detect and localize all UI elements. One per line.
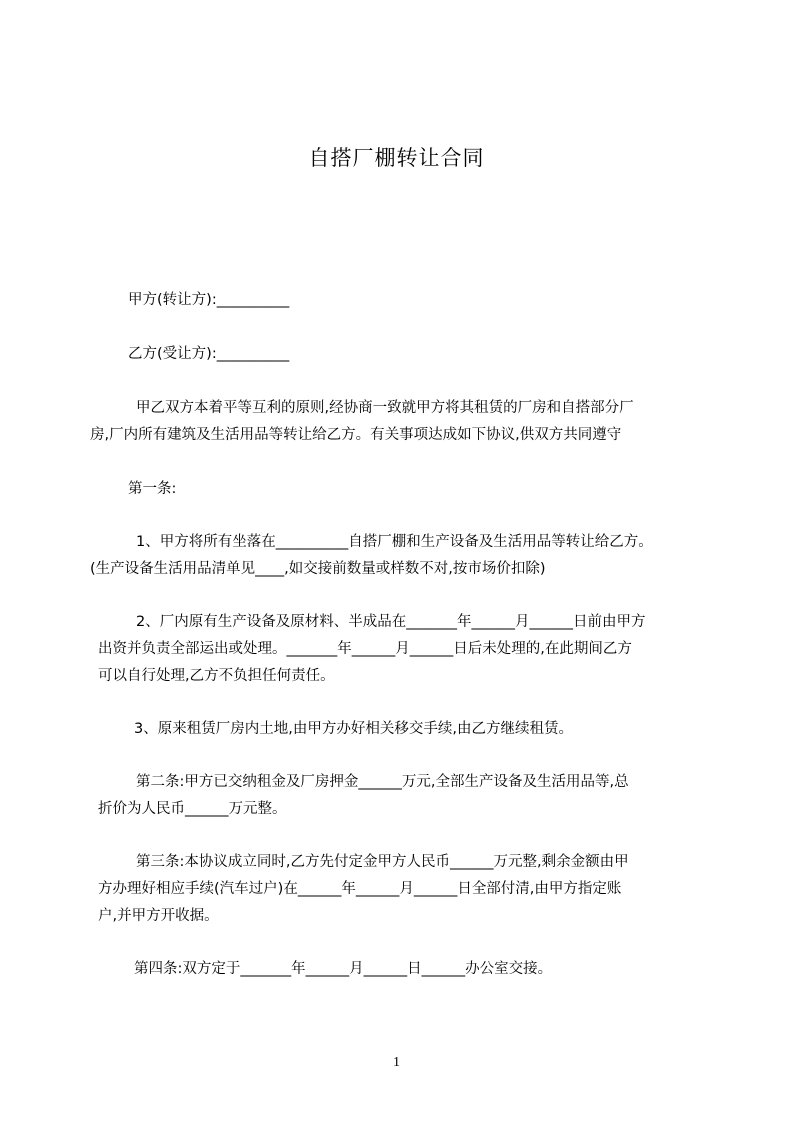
item-2-line-1: 2、厂内原有生产设备及原材料、半成品在_______年______月______日前由甲方	[136, 614, 646, 630]
article-3-line-2: 方办理好相应手续(汽车过户)在______年______月______日全部付清,由甲方指定账	[98, 881, 622, 897]
intro-paragraph	[90, 395, 700, 449]
article-3-line-1: 第三条:本协议成立同时,乙方先付定金甲方人民币______万元整,剩余金额由甲	[136, 854, 629, 870]
item-2-line-2: 出资并负责全部运出或处理。_______年______月______日后未处理的,在此期间乙方	[98, 641, 632, 657]
item-3-line: 3、原来租赁厂房内土地,由甲方办好相关移交手续,由乙方继续租赁。	[134, 721, 573, 737]
article-2-line-2: 折价为人民币______万元整。	[98, 801, 287, 817]
item-2-paragraph	[98, 609, 700, 690]
document-title: 自搭厂棚转让合同	[308, 146, 485, 170]
article-3-paragraph	[98, 849, 700, 930]
article-2-line-1: 第二条:甲方已交纳租金及厂房押金______万元,全部生产设备及生活用品等,总	[136, 774, 629, 790]
intro-line-2: 房,厂内所有建筑及生活用品等转让给乙方。有关事项达成如下协议,供双方共同遵守	[90, 427, 622, 443]
item-1-line-1: 1、甲方将所有坐落在__________自搭厂棚和生产设备及生活用品等转让给乙方。	[136, 534, 653, 550]
article-2-paragraph	[98, 769, 700, 823]
item-2-line-3: 可以自行处理,乙方不负担任何责任。	[98, 668, 335, 684]
page-number: 1	[393, 1055, 400, 1070]
article-4-line: 第四条:双方定于_______年______月______日______办公室交接。	[134, 961, 553, 977]
party-b-line: 乙方(受让方):__________	[128, 346, 290, 362]
article-1-heading: 第一条:	[128, 481, 177, 497]
item-1-line-2: (生产设备生活用品清单见____,如交接前数量或样数不对,按市场价扣除)	[90, 561, 546, 577]
party-a-line: 甲方(转让方):__________	[128, 292, 290, 308]
article-3-line-3: 户,并甲方开收据。	[98, 908, 219, 924]
item-1-paragraph	[90, 529, 700, 583]
intro-line-1: 甲乙双方本着平等互利的原则,经协商一致就甲方将其租赁的厂房和自搭部分厂	[136, 400, 634, 416]
